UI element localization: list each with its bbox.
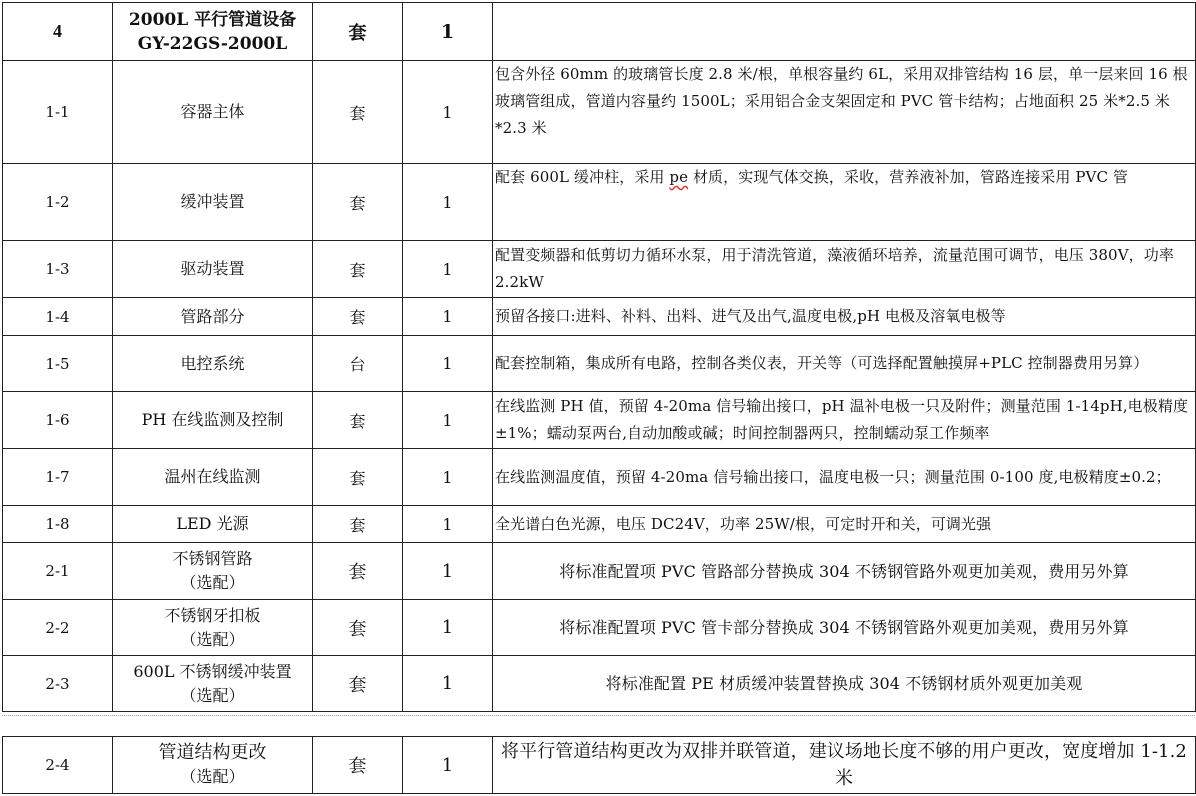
row-qty: 1 bbox=[403, 737, 493, 794]
row-name-line1: 不锈钢牙扣板 bbox=[164, 605, 261, 625]
table-row bbox=[3, 336, 1196, 392]
row-unit: 套 bbox=[313, 164, 403, 241]
row-name: 容器主体 bbox=[113, 61, 313, 164]
row-desc-part-c: 材质，实现气体交换，采收，营养液补加，管路连接采用 PVC 管 bbox=[688, 168, 1129, 186]
row-desc: 配套控制箱，集成所有电路，控制各类仪表，开关等（可选择配置触摸屏+PLC 控制器费用另算） bbox=[493, 336, 1196, 392]
row-desc: 将标准配置项 PVC 管路部分替换成 304 不锈钢管路外观更加美观，费用另外算 bbox=[493, 543, 1196, 600]
row-name bbox=[113, 656, 313, 712]
row-code: 1-5 bbox=[3, 336, 113, 392]
row-desc: 在线监测温度值，预留 4-20ma 信号输出接口，温度电极一只；测量范围 0-100 度,电极精度±0.2； bbox=[493, 449, 1196, 506]
row-name-line2: （选配） bbox=[180, 767, 245, 786]
table-row bbox=[3, 600, 1196, 656]
row-code: 1-6 bbox=[3, 392, 113, 449]
row-qty: 1 bbox=[403, 392, 493, 449]
equipment-name-line1: 2000L 平行管道设备 bbox=[128, 9, 297, 30]
row-desc: 配置变频器和低剪切力循环水泵，用于清洗管道，藻液循环培养，流量范围可调节，电压 380V，功率 2.2kW bbox=[493, 241, 1196, 298]
row-code: 1-3 bbox=[3, 241, 113, 298]
row-qty: 1 bbox=[403, 164, 493, 241]
row-name-line2: （选配） bbox=[180, 629, 245, 649]
row-name-line1: 不锈钢管路 bbox=[172, 549, 253, 568]
row-unit: 台 bbox=[313, 336, 403, 392]
table-row bbox=[3, 61, 1196, 164]
row-name: 缓冲装置 bbox=[113, 164, 313, 241]
row-desc bbox=[493, 164, 1196, 241]
equipment-qty: 1 bbox=[403, 3, 493, 61]
table-row bbox=[3, 392, 1196, 449]
row-unit: 套 bbox=[313, 656, 403, 712]
row-name: 电控系统 bbox=[113, 336, 313, 392]
table-row bbox=[3, 737, 1196, 794]
row-code: 2-3 bbox=[3, 656, 113, 712]
row-name: PH 在线监测及控制 bbox=[113, 392, 313, 449]
row-qty: 1 bbox=[403, 241, 493, 298]
row-code: 1-8 bbox=[3, 506, 113, 543]
row-name: LED 光源 bbox=[113, 506, 313, 543]
row-name: 驱动装置 bbox=[113, 241, 313, 298]
page-break-line bbox=[2, 715, 1195, 716]
row-unit: 套 bbox=[313, 298, 403, 336]
row-unit: 套 bbox=[313, 506, 403, 543]
row-code: 1-2 bbox=[3, 164, 113, 241]
row-name-line2: （选配） bbox=[180, 685, 245, 705]
equipment-name bbox=[113, 3, 313, 61]
row-name bbox=[113, 543, 313, 600]
table-row bbox=[3, 164, 1196, 241]
row-qty: 1 bbox=[403, 336, 493, 392]
row-name: 温州在线监测 bbox=[113, 449, 313, 506]
row-name: 管路部分 bbox=[113, 298, 313, 336]
table-row bbox=[3, 656, 1196, 712]
row-code: 1-7 bbox=[3, 449, 113, 506]
row-qty: 1 bbox=[403, 449, 493, 506]
row-unit: 套 bbox=[313, 543, 403, 600]
row-desc: 在线监测 PH 值，预留 4-20ma 信号输出接口，pH 温补电极一只及附件；测量范围 1-14pH,电极精度±1%；蠕动泵两台,自动加酸或碱；时间控制器两只，控制蠕动泵工作频率 bbox=[493, 392, 1196, 449]
row-code: 1-4 bbox=[3, 298, 113, 336]
row-desc: 包含外径 60mm 的玻璃管长度 2.8 米/根，单根容量约 6L，采用双排管结构 16 层，单一层来回 16 根玻璃管组成，管道内容量约 1500L；采用铝合金支架固定和 PVC 管卡结构；占地面积 25 米*2.5 米*2.3 米 bbox=[493, 61, 1196, 164]
row-name-line1: 管道结构更改 bbox=[158, 742, 267, 763]
row-qty: 1 bbox=[403, 61, 493, 164]
row-code: 2-4 bbox=[3, 737, 113, 794]
row-unit: 套 bbox=[313, 449, 403, 506]
row-name bbox=[113, 600, 313, 656]
row-code: 2-1 bbox=[3, 543, 113, 600]
header-row bbox=[3, 3, 1196, 61]
row-name bbox=[113, 737, 313, 794]
row-qty: 1 bbox=[403, 600, 493, 656]
row-desc: 将标准配置 PE 材质缓冲装置替换成 304 不锈钢材质外观更加美观 bbox=[493, 656, 1196, 712]
row-qty: 1 bbox=[403, 506, 493, 543]
row-unit: 套 bbox=[313, 737, 403, 794]
row-name-line2: （选配） bbox=[180, 573, 245, 592]
row-qty: 1 bbox=[403, 298, 493, 336]
table-row bbox=[3, 449, 1196, 506]
row-desc: 将标准配置项 PVC 管卡部分替换成 304 不锈钢管路外观更加美观，费用另外算 bbox=[493, 600, 1196, 656]
row-desc: 全光谱白色光源，电压 DC24V，功率 25W/根，可定时开和关，可调光强 bbox=[493, 506, 1196, 543]
row-desc-part-a: 配套 600L 缓冲柱，采用 bbox=[495, 168, 670, 186]
table-row bbox=[3, 543, 1196, 600]
row-unit: 套 bbox=[313, 600, 403, 656]
row-desc: 预留各接口:进料、补料、出料、进气及出气,温度电极,pH 电极及溶氧电极等 bbox=[493, 298, 1196, 336]
row-unit: 套 bbox=[313, 392, 403, 449]
spellcheck-word: pe bbox=[669, 168, 689, 186]
row-qty: 1 bbox=[403, 543, 493, 600]
extra-option-table bbox=[2, 736, 1196, 794]
row-unit: 套 bbox=[313, 61, 403, 164]
row-qty: 1 bbox=[403, 656, 493, 712]
row-code: 1-1 bbox=[3, 61, 113, 164]
row-desc: 将平行管道结构更改为双排并联管道，建议场地长度不够的用户更改，宽度增加 1-1.2 米 bbox=[493, 737, 1196, 794]
row-name-line1: 600L 不锈钢缓冲装置 bbox=[133, 661, 292, 681]
table-row bbox=[3, 506, 1196, 543]
row-unit: 套 bbox=[313, 241, 403, 298]
equipment-desc bbox=[493, 3, 1196, 61]
equipment-model: GY-22GS-2000L bbox=[137, 33, 288, 54]
row-code: 2-2 bbox=[3, 600, 113, 656]
table-row bbox=[3, 241, 1196, 298]
table-row bbox=[3, 298, 1196, 336]
equipment-unit: 套 bbox=[313, 3, 403, 61]
item-number: 4 bbox=[3, 3, 113, 61]
equipment-spec-table bbox=[2, 2, 1196, 712]
